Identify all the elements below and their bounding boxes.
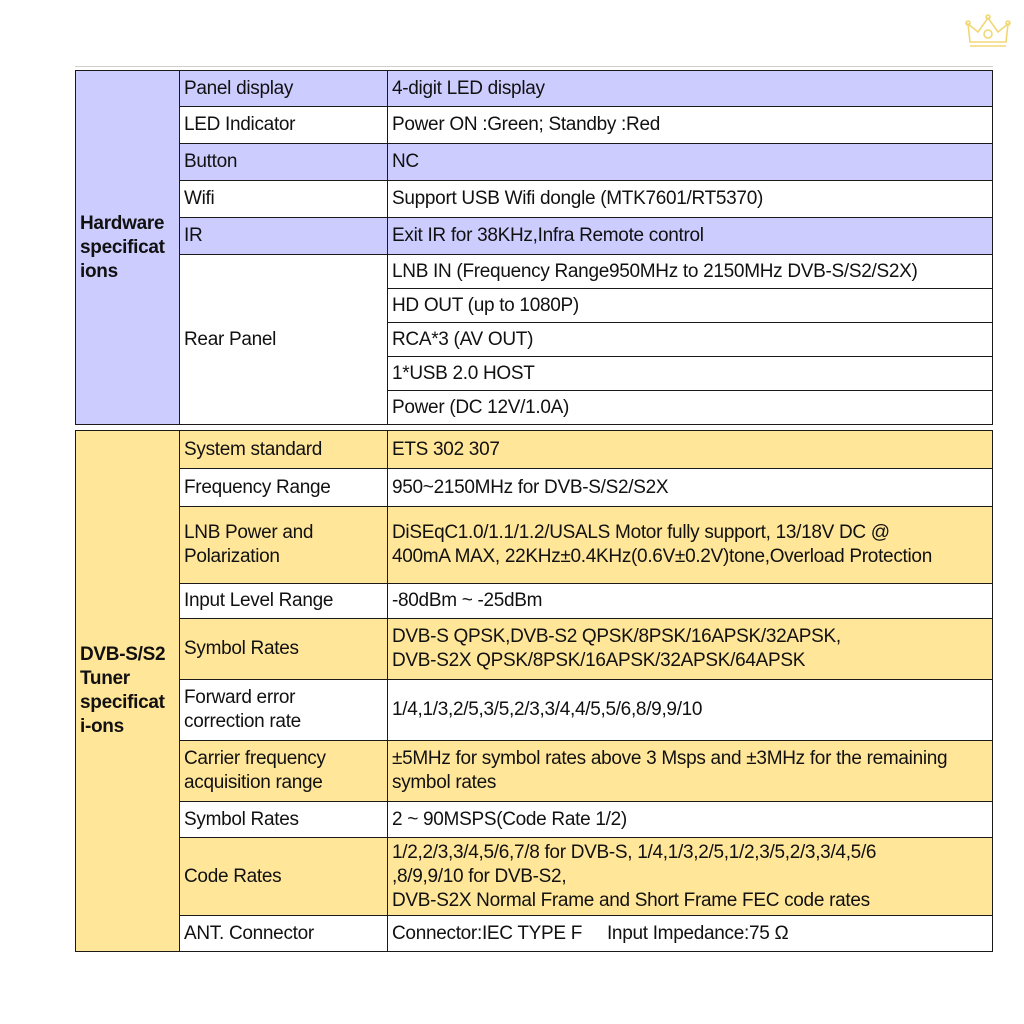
row-label — [180, 741, 388, 802]
row-label — [180, 507, 388, 584]
row-value: LNB IN (Frequency Range950MHz to 2150MHz DVB-S/S2/S2X) — [388, 255, 993, 289]
row-value: ETS 302 307 — [388, 431, 993, 469]
row-value: Connector:IEC TYPE F Input Impedance:75 Ω — [388, 916, 993, 952]
row-value: 4-digit LED display — [388, 71, 993, 107]
row-value: Support USB Wifi dongle (MTK7601/RT5370) — [388, 181, 993, 218]
row-value-line: DVB-S2X QPSK/8PSK/16APSK/32APSK/64APSK — [392, 650, 806, 671]
crown-logo-icon — [962, 12, 1014, 52]
row-value: Exit IR for 38KHz,Infra Remote control — [388, 218, 993, 255]
table-row — [76, 916, 993, 952]
table-row — [76, 838, 993, 916]
row-label-line: LNB Power and — [184, 522, 314, 543]
table-row — [76, 71, 993, 107]
row-value: -80dBm ~ -25dBm — [388, 584, 993, 619]
sheet-gridline — [75, 66, 993, 67]
row-label-line: Carrier frequency — [184, 748, 326, 769]
row-value — [388, 838, 993, 916]
table-row — [76, 255, 993, 289]
row-label: System standard — [180, 431, 388, 469]
category-line: specificat — [80, 236, 165, 258]
category-line: ions — [80, 260, 118, 282]
row-value — [388, 507, 993, 584]
table-row — [76, 507, 993, 584]
row-label: Code Rates — [180, 838, 388, 916]
table-row — [76, 469, 993, 507]
table-row — [76, 802, 993, 838]
row-value — [388, 741, 993, 802]
row-label — [180, 680, 388, 741]
row-value-line: DiSEqC1.0/1.1/1.2/USALS Motor fully support, 13/18V DC @ — [392, 522, 890, 543]
row-label-line: Forward error — [184, 687, 296, 708]
category-line: i-ons — [80, 716, 124, 737]
category-line: DVB-S/S2 — [80, 644, 166, 665]
row-label: ANT. Connector — [180, 916, 388, 952]
row-value: 2 ~ 90MSPS(Code Rate 1/2) — [388, 802, 993, 838]
row-value-line: 1/2,2/3,3/4,5/6,7/8 for DVB-S, 1/4,1/3,2/5,1/2,3/5,2/3,3/4,5/6 — [392, 841, 877, 863]
table-row — [76, 144, 993, 181]
table-row — [76, 619, 993, 680]
row-value: 950~2150MHz for DVB-S/S2/S2X — [388, 469, 993, 507]
row-label: IR — [180, 218, 388, 255]
hardware-section — [76, 71, 993, 425]
row-value-line: symbol rates — [392, 772, 497, 793]
tuner-section — [76, 431, 993, 952]
row-label: Button — [180, 144, 388, 181]
category-tuner — [76, 431, 180, 952]
row-value — [388, 619, 993, 680]
table-row — [76, 680, 993, 741]
table-row — [76, 741, 993, 802]
row-value: Power (DC 12V/1.0A) — [388, 391, 993, 425]
table-row — [76, 218, 993, 255]
row-label: Wifi — [180, 181, 388, 218]
table-row — [76, 181, 993, 218]
row-value-line: ,8/9,9/10 for DVB-S2, — [392, 865, 567, 887]
spec-table — [75, 70, 993, 952]
row-value: HD OUT (up to 1080P) — [388, 289, 993, 323]
row-value-line: ±5MHz for symbol rates above 3 Msps and ±3MHz for the remaining — [392, 748, 948, 769]
row-label: LED Indicator — [180, 107, 388, 144]
row-label: Symbol Rates — [180, 802, 388, 838]
row-value-line: 400mA MAX, 22KHz±0.4KHz(0.6V±0.2V)tone,Overload Protection — [392, 546, 932, 567]
category-hardware — [76, 71, 180, 425]
table-row — [76, 431, 993, 469]
row-label: Symbol Rates — [180, 619, 388, 680]
row-value: 1*USB 2.0 HOST — [388, 357, 993, 391]
row-label: Rear Panel — [180, 255, 388, 425]
row-label: Panel display — [180, 71, 388, 107]
category-line: Hardware — [80, 212, 165, 234]
row-label-line: Polarization — [184, 546, 280, 567]
table-row — [76, 107, 993, 144]
row-label-line: acquisition range — [184, 772, 323, 793]
row-value: 1/4,1/3,2/5,3/5,2/3,3/4,4/5,5/6,8/9,9/10 — [388, 680, 993, 741]
category-line: specificat — [80, 692, 165, 713]
row-value-line: DVB-S QPSK,DVB-S2 QPSK/8PSK/16APSK/32APSK, — [392, 626, 841, 647]
row-value: RCA*3 (AV OUT) — [388, 323, 993, 357]
row-label-line: correction rate — [184, 711, 301, 732]
row-value-line: DVB-S2X Normal Frame and Short Frame FEC code rates — [392, 889, 870, 911]
table-row — [76, 584, 993, 619]
row-label: Input Level Range — [180, 584, 388, 619]
row-label: Frequency Range — [180, 469, 388, 507]
row-value: NC — [388, 144, 993, 181]
category-line: Tuner — [80, 668, 130, 689]
row-value: Power ON :Green; Standby :Red — [388, 107, 993, 144]
